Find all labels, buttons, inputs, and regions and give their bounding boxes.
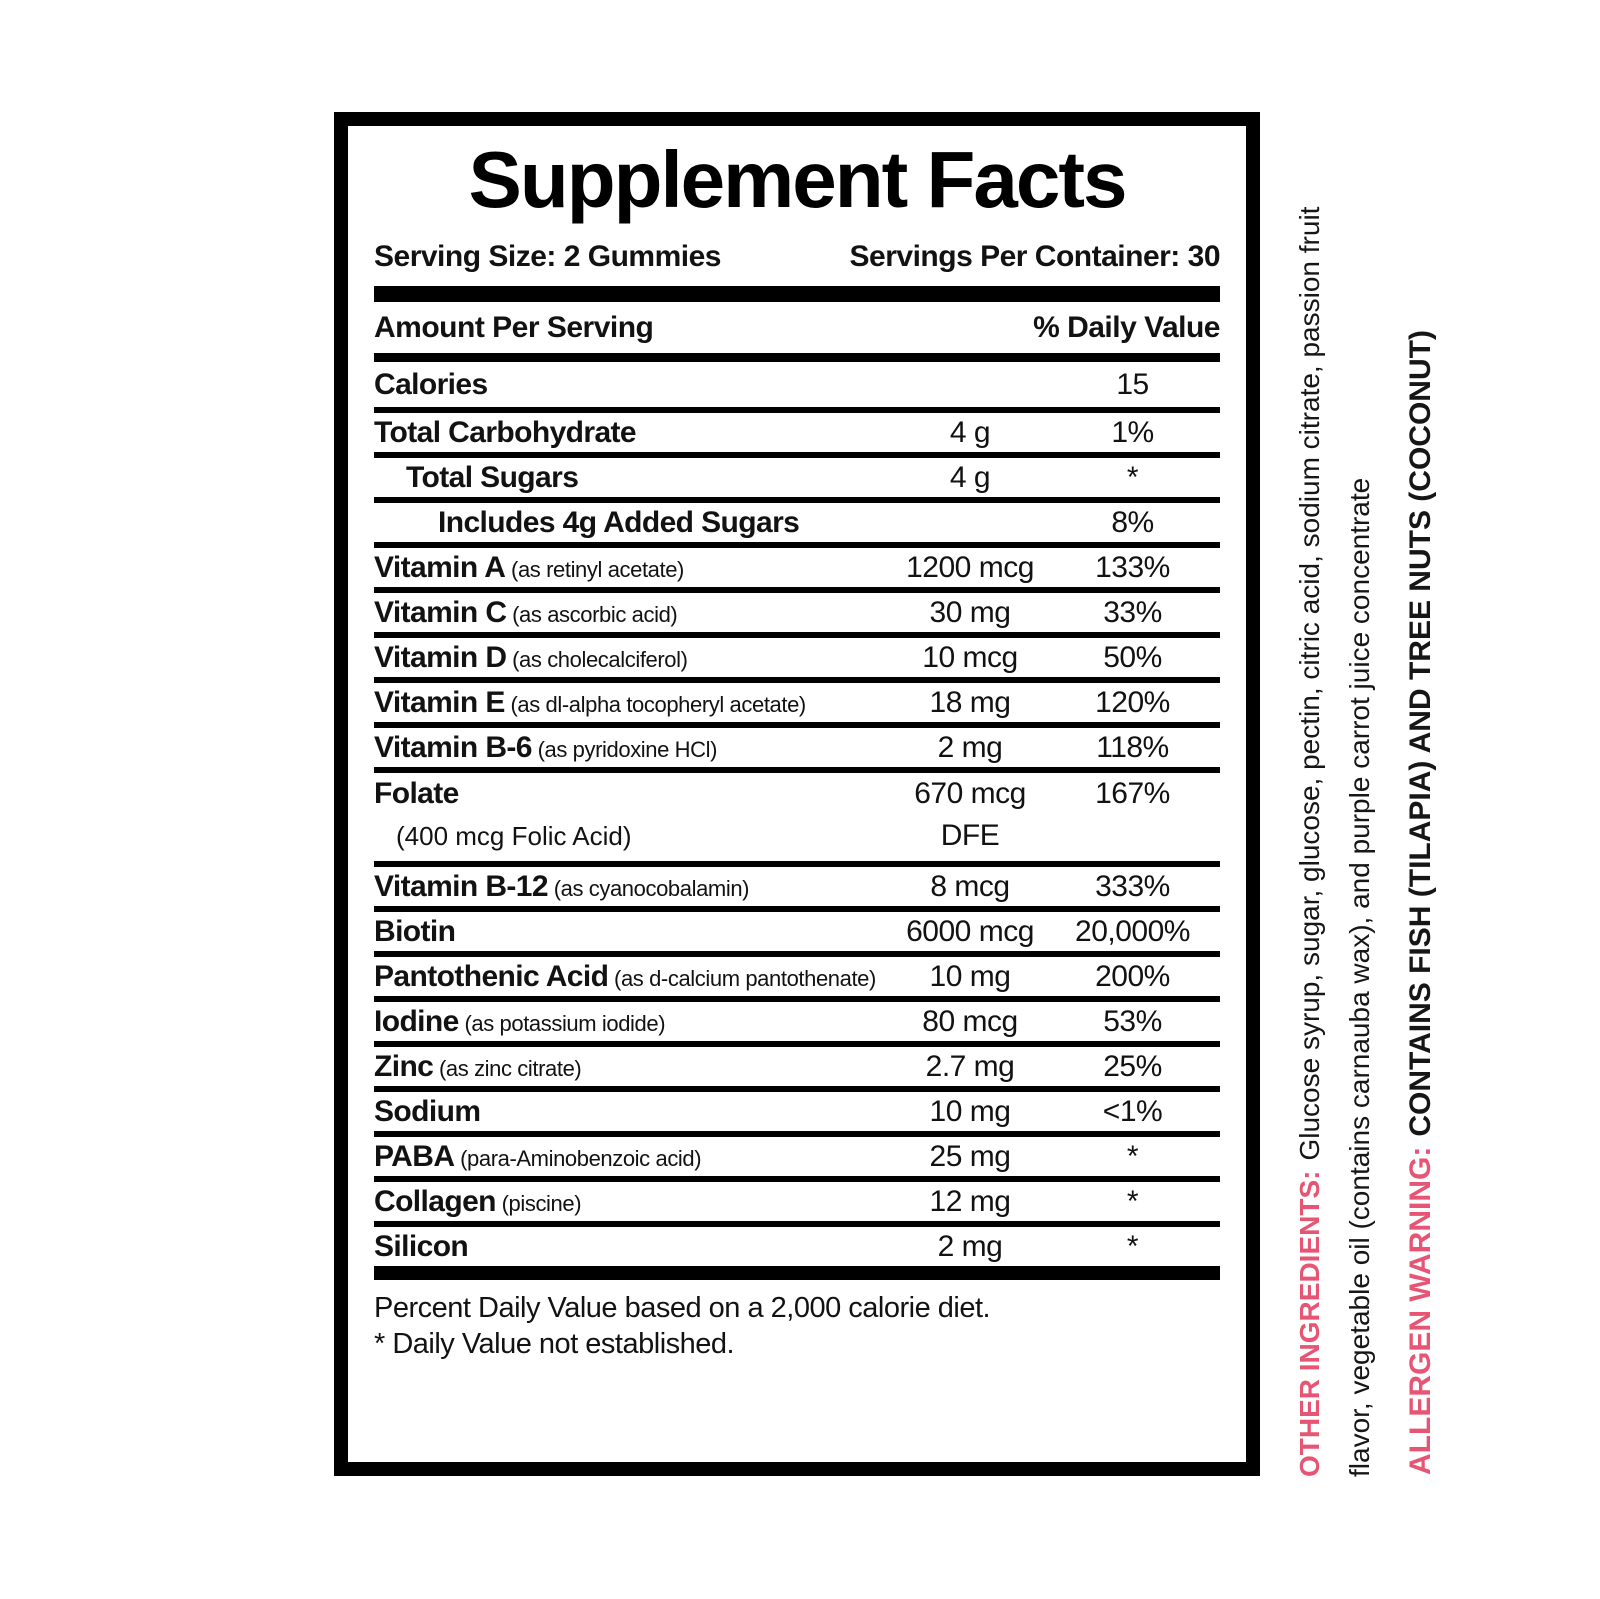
nutrient-name: Vitamin E (as dl-alpha tocopheryl acetate) [374, 685, 806, 719]
nutrient-daily-value: 20,000% [1075, 914, 1190, 948]
nutrient-name: Pantothenic Acid (as d-calcium pantothenate) [374, 959, 876, 993]
nutrient-name: Total Sugars [406, 460, 579, 494]
allergen-warning-vertical-text [1400, 330, 1442, 1475]
allergen-warning-text: CONTAINS FISH (TILAPIA) AND TREE NUTS (COCONUT) [1404, 330, 1437, 1137]
facts-row [374, 497, 1220, 542]
nutrient-name: Vitamin D (as cholecalciferol) [374, 640, 688, 674]
nutrient-daily-value: * [1126, 460, 1139, 494]
other-ingredients-label: OTHER INGREDIENTS: [1294, 1170, 1325, 1477]
facts-row [374, 1086, 1220, 1131]
nutrient-daily-value: * [1126, 1229, 1139, 1263]
nutrient-amount: 2 mg [937, 1229, 1003, 1263]
footnote-dv-basis: Percent Daily Value based on a 2,000 calorie diet. [374, 1292, 991, 1324]
divider-medium [374, 353, 1220, 362]
facts-row [374, 407, 1220, 452]
facts-row [374, 677, 1220, 722]
nutrient-daily-value: 15 [1116, 367, 1149, 401]
nutrient-name: Vitamin B-12 (as cyanocobalamin) [374, 869, 750, 903]
nutrient-daily-value: 118% [1096, 730, 1169, 764]
facts-row [374, 632, 1220, 677]
nutrient-amount: 10 mg [929, 959, 1011, 993]
footnote-not-established: * Daily Value not established. [374, 1328, 735, 1360]
nutrient-amount: 18 mg [929, 685, 1011, 719]
nutrient-amount: 4 g [949, 460, 991, 494]
nutrient-amount: 4 g [949, 415, 991, 449]
facts-row [374, 452, 1220, 497]
nutrient-daily-value: 333% [1095, 869, 1170, 903]
divider-thick-top [374, 286, 1220, 302]
facts-row [374, 1041, 1220, 1086]
nutrient-name: Includes 4g Added Sugars [438, 505, 800, 539]
nutrient-name: PABA (para-Aminobenzoic acid) [374, 1139, 702, 1173]
nutrient-daily-value: 200% [1095, 959, 1170, 993]
nutrient-amount: 25 mg [929, 1139, 1011, 1173]
facts-row [374, 722, 1220, 767]
nutrient-daily-value: <1% [1102, 1094, 1163, 1128]
nutrient-name: Iodine (as potassium iodide) [374, 1004, 666, 1038]
nutrient-daily-value: 120% [1095, 685, 1170, 719]
allergen-warning-label: ALLERGEN WARNING: [1404, 1146, 1437, 1475]
other-ingredients-vertical-text [1285, 207, 1385, 1477]
facts-row [374, 861, 1220, 906]
footnote [374, 1280, 1220, 1362]
nutrient-name: Vitamin C (as ascorbic acid) [374, 595, 678, 629]
nutrient-name: Total Carbohydrate [374, 415, 637, 449]
nutrient-amount: 1200 mcg [906, 550, 1034, 584]
column-header-row [374, 302, 1220, 353]
facts-row [374, 587, 1220, 632]
nutrient-name: Vitamin A (as retinyl acetate) [374, 550, 684, 584]
facts-row [374, 951, 1220, 996]
nutrient-name: Vitamin B-6 (as pyridoxine HCl) [374, 730, 718, 764]
nutrient-amount: 670 mcg DFE [914, 777, 1026, 852]
nutrient-name: Sodium [374, 1094, 481, 1128]
serving-info-row [374, 240, 1220, 274]
nutrient-daily-value: * [1126, 1184, 1139, 1218]
other-ingredients-line-2: flavor, vegetable oil (contains carnauba wax), and purple carrot juice concentrate [1344, 477, 1375, 1477]
facts-row [374, 767, 1220, 861]
nutrient-daily-value: 1% [1111, 415, 1154, 449]
nutrient-daily-value: 50% [1103, 640, 1162, 674]
supplement-facts-panel [334, 112, 1260, 1476]
nutrient-name: Silicon [374, 1229, 469, 1263]
nutrient-name: Zinc (as zinc citrate) [374, 1049, 582, 1083]
nutrient-amount: 6000 mcg [906, 914, 1034, 948]
column-header-daily-value: % Daily Value [1033, 311, 1220, 344]
facts-row [374, 906, 1220, 951]
nutrient-name: Collagen (piscine) [374, 1184, 582, 1218]
nutrient-daily-value: 167% [1095, 777, 1170, 810]
nutrient-daily-value: * [1126, 1139, 1139, 1173]
facts-row [374, 1176, 1220, 1221]
other-ingredients-line-1 [1285, 207, 1335, 1477]
serving-size-text: Serving Size: 2 Gummies [374, 240, 721, 273]
servings-per-container-text: Servings Per Container: 30 [849, 240, 1220, 273]
facts-row [374, 362, 1220, 407]
facts-row [374, 542, 1220, 587]
nutrient-daily-value: 33% [1103, 595, 1162, 629]
divider-thick-bottom [374, 1266, 1220, 1280]
nutrient-amount: 30 mg [929, 595, 1011, 629]
nutrient-amount: 12 mg [929, 1184, 1011, 1218]
nutrient-daily-value: 8% [1111, 505, 1154, 539]
nutrient-daily-value: 25% [1103, 1049, 1162, 1083]
nutrient-name: Biotin [374, 914, 456, 948]
facts-row [374, 996, 1220, 1041]
facts-rows [374, 362, 1220, 1266]
nutrient-amount: 10 mg [929, 1094, 1011, 1128]
nutrient-name: Folate (400 mcg Folic Acid) [374, 777, 632, 851]
nutrient-amount: 2 mg [937, 730, 1003, 764]
column-header-amount: Amount Per Serving [374, 311, 654, 344]
facts-row [374, 1131, 1220, 1176]
nutrient-daily-value: 133% [1095, 550, 1170, 584]
nutrient-amount: 10 mcg [922, 640, 1018, 674]
panel-title: Supplement Facts [468, 135, 1126, 224]
nutrient-daily-value: 53% [1103, 1004, 1162, 1038]
facts-row [374, 1221, 1220, 1266]
nutrient-name: Calories [374, 367, 488, 401]
nutrient-amount: 2.7 mg [925, 1049, 1015, 1083]
other-ingredients-text-1: Glucose syrup, sugar, glucose, pectin, citric acid, sodium citrate, passion fruit [1294, 206, 1325, 1161]
nutrient-amount: 8 mcg [930, 869, 1010, 903]
nutrient-amount: 80 mcg [922, 1004, 1018, 1038]
